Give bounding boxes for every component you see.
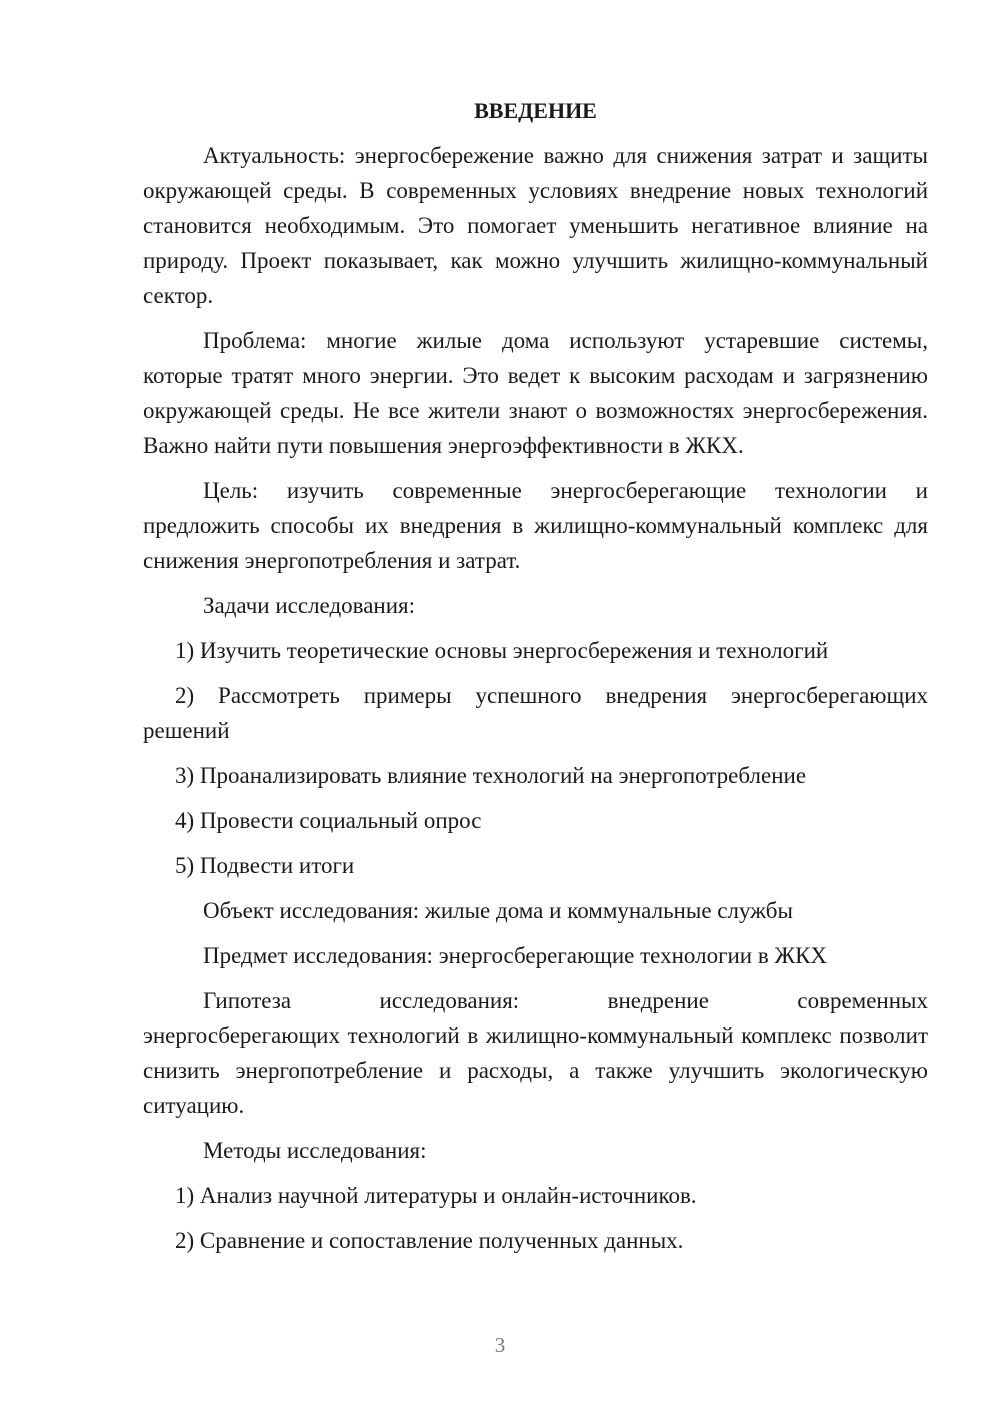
document-page xyxy=(143,96,928,1258)
task-item: 3) Проанализировать влияние технологий на энергопотребление xyxy=(175,763,807,788)
method-item: 1) Анализ научной литературы и онлайн-источников. xyxy=(175,1183,697,1208)
task-item: 1) Изучить теоретические основы энергосбережения и технологий xyxy=(175,638,829,663)
hypothesis-first-line xyxy=(143,983,928,1018)
task-item: 5) Подвести итоги xyxy=(175,853,355,878)
tasks-heading: Задачи исследования: xyxy=(203,593,416,618)
research-object: Объект исследования: жилые дома и коммунальные службы xyxy=(203,898,793,923)
hypothesis-word: внедрение xyxy=(607,988,709,1013)
methods-heading: Методы исследования: xyxy=(203,1138,427,1163)
hypothesis-word: Гипотеза xyxy=(203,988,292,1013)
hypothesis-word: исследования: xyxy=(379,988,520,1013)
hypothesis-paragraph xyxy=(143,983,928,1123)
relevance-paragraph: Актуальность: энергосбережение важно для снижения затрат и защиты окружающей среды. В современных условиях внедрение новых технологий становится необходимым. Это помогает уменьшить негативное влияние на природу. Проект показывает, как можно улучшить жилищно-коммунальный сектор. xyxy=(143,143,928,308)
method-item: 2) Сравнение и сопоставление полученных данных. xyxy=(175,1228,684,1253)
task-item: 2) Рассмотреть примеры успешного внедрения энергосберегающих решений xyxy=(143,683,928,743)
page-title: ВВЕДЕНИЕ xyxy=(474,98,597,123)
page-number: 3 xyxy=(494,1333,506,1357)
hypothesis-word: современных xyxy=(797,988,928,1013)
task-item: 4) Провести социальный опрос xyxy=(175,808,482,833)
problem-paragraph: Проблема: многие жилые дома используют устаревшие системы, которые тратят много энергии. Это ведет к высоким расходам и загрязнению окружающей среды. Не все жители знают о возможностях энергосбережения. Важно найти пути повышения энергоэффективности в ЖКХ. xyxy=(143,328,928,458)
research-subject: Предмет исследования: энергосберегающие технологии в ЖКХ xyxy=(203,943,828,968)
goal-paragraph: Цель: изучить современные энергосберегающие технологии и предложить способы их внедрения в жилищно-коммунальный комплекс для снижения энергопотребления и затрат. xyxy=(143,478,928,573)
hypothesis-text: энергосберегающих технологий в жилищно-коммунальный комплекс позволит снизить энергопотребление и расходы, а также улучшить экологическую ситуацию. xyxy=(143,1023,928,1118)
